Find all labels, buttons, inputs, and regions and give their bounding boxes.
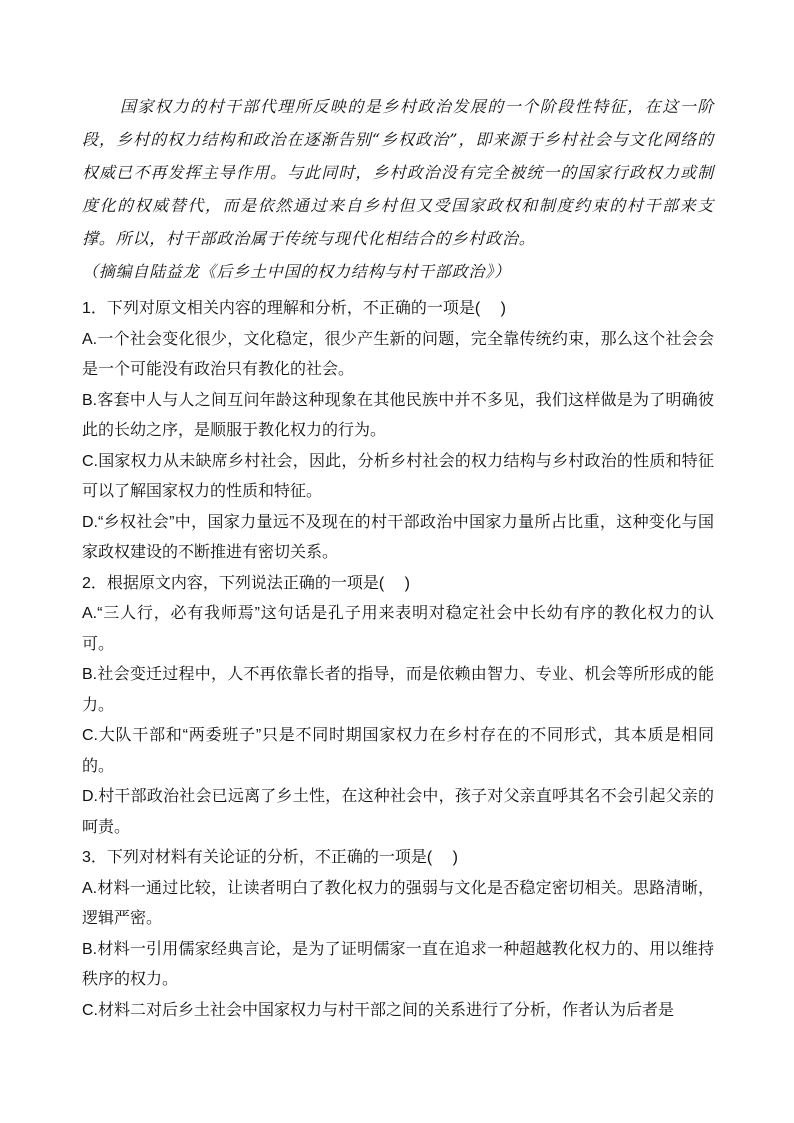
question-2 [82,569,714,844]
option-d: D.村干部政治社会已远离了乡土性，在这种社会中，孩子对父亲直呼其名不会引起父亲的呵责。 [82,788,714,836]
passage-source: （摘编自陆益龙《后乡土中国的权力结构与村干部政治》） [82,262,511,281]
question-stem: 2．根据原文内容，下列说法正确的一项是( ) [82,574,411,592]
question-1 [82,294,714,569]
option-a: A.材料一通过比较，让读者明白了教化权力的强弱与文化是否稳定密切相关。思路清晰，逻辑严密。 [82,879,714,927]
passage-paragraph: 国家权力的村干部代理所反映的是乡村政治发展的一个阶段性特征，在这一阶段，乡村的权力结构和政治在逐渐告别“乡权政治”，即来源于乡村社会与文化网络的权威已不再发挥主导作用。与此同时，乡村政治没有完全被统一的国家行政权力或制度化的权威替代，而是依然通过来自乡村但又受国家政权和制度约束的村干部来支撑。所以，村干部政治属于传统与现代化相结合的乡村政治。 [82,97,714,248]
option-b: B.社会变迁过程中，人不再依靠长者的指导，而是依赖由智力、专业、机会等所形成的能力。 [82,666,714,714]
option-c: C.大队干部和“两委班子”只是不同时期国家权力在乡村存在的不同形式，其本质是相同的。 [82,727,714,775]
reading-passage [82,90,714,288]
question-list [82,294,714,1026]
question-stem: 1．下列对原文相关内容的理解和分析，不正确的一项是( ) [82,300,507,317]
option-b: B.客套中人与人之间互问年龄这种现象在其他民族中并不多见，我们这样做是为了明确彼此的长幼之序，是顺服于教化权力的行为。 [82,391,714,439]
option-c: C.国家权力从未缺席乡村社会，因此，分析乡村社会的权力结构与乡村政治的性质和特征可以了解国家权力的性质和特征。 [82,452,714,500]
question-3 [82,843,714,1026]
option-c: C.材料二对后乡土社会中国家权力与村干部之间的关系进行了分析，作者认为后者是 [82,1001,675,1019]
option-d: D.“乡权社会”中，国家力量远不及现在的村干部政治中国家力量所占比重，这种变化与国家政权建设的不断推进有密切关系。 [82,513,714,561]
question-stem: 3．下列对材料有关论证的分析，不正确的一项是( ) [82,849,459,866]
option-b: B.材料一引用儒家经典言论，是为了证明儒家一直在追求一种超越教化权力的、用以维持秩序的权力。 [82,940,714,988]
option-a: A.一个社会变化很少，文化稳定，很少产生新的问题，完全靠传统约束，那么这个社会会是一个可能没有政治只有教化的社会。 [82,330,714,378]
option-a: A.“三人行，必有我师焉”这句话是孔子用来表明对稳定社会中长幼有序的教化权力的认可。 [82,605,714,653]
document-page [82,90,714,1026]
